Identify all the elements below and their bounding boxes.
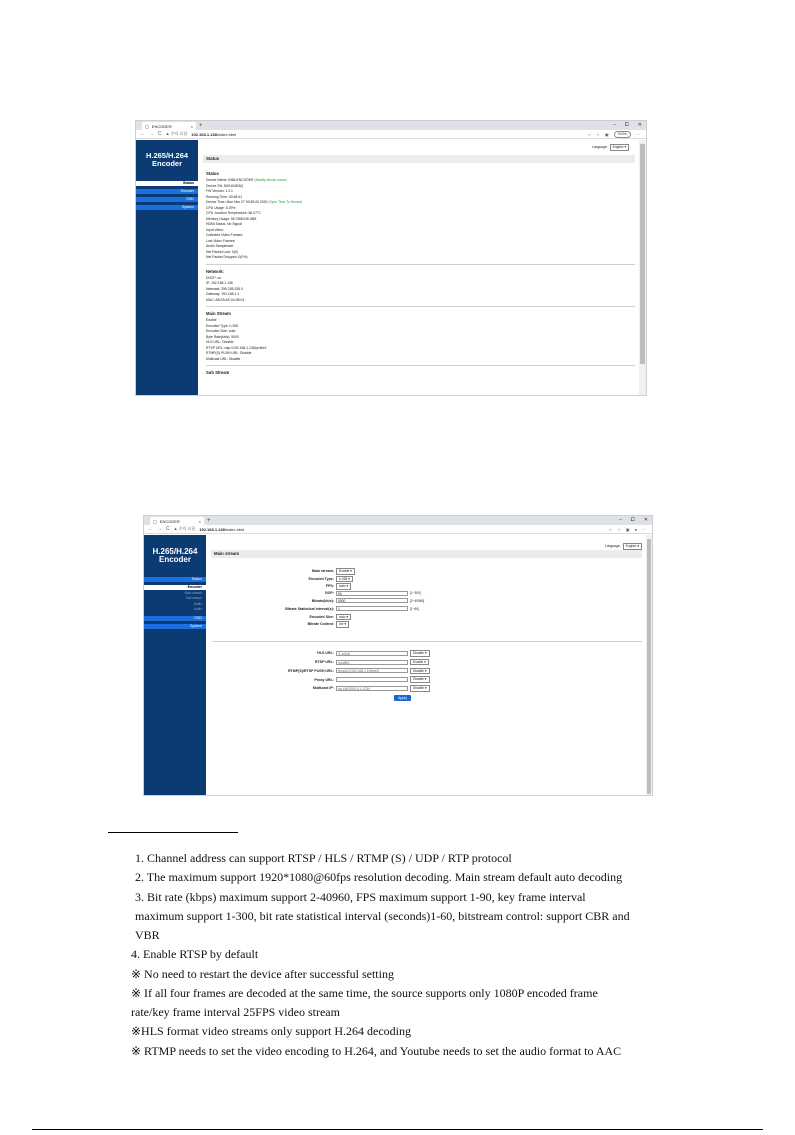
url-state-select[interactable]: Disable ▾ <box>410 685 430 692</box>
form-label: Encoded Type: <box>308 576 334 581</box>
browser-actions <box>609 525 646 534</box>
url-row <box>226 659 429 666</box>
form-hint: [1~300] <box>410 591 421 596</box>
url-input[interactable] <box>336 677 408 682</box>
browser-tab[interactable] <box>142 122 196 130</box>
app-body <box>144 535 652 795</box>
form-row <box>226 568 355 575</box>
status-text: RTMP(S) PUSH URL: Disable <box>206 351 252 355</box>
form-divider <box>212 641 642 642</box>
collections-icon[interactable]: ▣ <box>604 132 609 137</box>
status-text: Encoded Type: h.265 <box>206 323 238 328</box>
page-icon: ▢ <box>145 123 149 129</box>
status-text: Byte Rate(kb/s): 9000 <box>206 334 239 339</box>
status-text: CPU Usage: 5.29% <box>206 205 236 210</box>
page-icon: ▢ <box>153 518 157 524</box>
new-tab-icon[interactable]: + <box>199 122 203 129</box>
status-sections <box>206 167 635 377</box>
browser-tab-bar <box>136 121 646 130</box>
url-label: RTMP(S)/RTSP PUSH URL: <box>287 668 334 673</box>
brand-line2: Encoder <box>158 555 191 565</box>
form-input[interactable]: 60 <box>336 591 408 596</box>
status-text: Collected Video Frames: <box>206 233 244 237</box>
language-selector <box>605 543 642 550</box>
back-icon[interactable]: ← <box>148 526 153 532</box>
note-line: ※ No need to restart the device after successful setting <box>131 967 394 981</box>
status-text: DHCP: on <box>206 275 222 280</box>
form-label: Bitrate Control: <box>307 622 334 627</box>
address-bar <box>136 130 646 139</box>
note-line: 1. Channel address can support RTSP / HLS / RTMP (S) / UDP / RTP protocol <box>135 851 512 865</box>
favorites-icon[interactable]: ☆ <box>596 132 600 137</box>
url-row <box>226 650 430 657</box>
url-host: 192.168.1.138 <box>199 526 225 532</box>
section-divider <box>206 365 635 366</box>
note-line: rate/key frame interval 25FPS video stream <box>131 1005 340 1019</box>
form-hint: [2~40960] <box>410 598 425 603</box>
status-section <box>206 171 635 261</box>
sidebar-item-sub-stream[interactable]: Sub stream <box>185 596 202 601</box>
sidebar-item-audio[interactable]: Audio <box>193 607 202 612</box>
status-text: Net Packet Dropped: 0(0%) <box>206 255 248 259</box>
url-row <box>226 676 430 683</box>
brand-line2: Encoder <box>151 158 182 168</box>
maximize-icon[interactable]: ⧠ <box>624 122 629 128</box>
form-label: Bitrate(kb/s): <box>311 598 334 603</box>
minimize-icon[interactable]: – <box>613 122 616 128</box>
brand-line1: H.265/H.264 <box>152 547 198 556</box>
url-label: HLS URL: <box>317 651 334 656</box>
form-label: Bitrate Statistical Interval(s): <box>285 606 334 611</box>
sidebar-item-encoder[interactable]: Encoder <box>144 585 206 590</box>
url-field[interactable] <box>199 527 244 532</box>
security-warning[interactable]: ▲ 주의 요함 <box>165 131 188 136</box>
scrollbar[interactable] <box>646 535 652 795</box>
section-title: Main Stream <box>206 311 231 316</box>
close-tab-icon[interactable]: × <box>198 518 201 524</box>
section-title: Network: <box>206 268 224 274</box>
status-text: Encoded Size: auto <box>206 329 236 333</box>
status-text: Device SN: 8G01K6E6Q <box>206 183 244 188</box>
scrollbar-thumb[interactable] <box>640 144 645 364</box>
new-tab-icon[interactable]: + <box>207 517 211 524</box>
close-tab-icon[interactable]: × <box>190 123 193 129</box>
note-line: ※ If all four frames are decoded at the same time, the source supports only 1080P encoded frame <box>131 986 598 1000</box>
note-line: 4. Enable RTSP by default <box>131 947 259 961</box>
collections-icon[interactable]: ▣ <box>625 527 630 532</box>
url-state-select[interactable]: Disable ▾ <box>410 650 430 657</box>
status-text: IP: 192.168.1.138 <box>206 281 233 285</box>
url-host: 192.168.1.138 <box>191 131 217 137</box>
address-bar <box>144 525 652 534</box>
form-input[interactable]: 9000 <box>336 598 408 603</box>
form-label: Encoded Size: <box>309 614 334 619</box>
main-stream-screenshot <box>143 515 653 796</box>
tab-title: ENCODER <box>159 518 180 524</box>
note-line: VBR <box>135 928 160 942</box>
note-line: 2. The maximum support 1920*1080@60fps resolution decoding. Main stream default auto decoding <box>135 870 623 884</box>
apply-button[interactable]: Apply <box>394 695 411 701</box>
page-bottom-rule <box>32 1129 763 1130</box>
section-divider <box>206 264 635 265</box>
menu-icon[interactable]: ··· <box>636 132 640 137</box>
status-text: Gateway: 192.168.1.1 <box>206 292 240 296</box>
language-select[interactable]: English ▾ <box>623 543 642 550</box>
app-body <box>136 140 646 395</box>
url-field[interactable] <box>191 132 236 137</box>
status-text: Running Time: 00:48:41 <box>206 194 243 199</box>
form-label: FPS: <box>325 584 334 589</box>
note-line: ※HLS format video streams only support H.264 decoding <box>131 1024 412 1038</box>
language-label: Language: <box>605 544 621 549</box>
note-line: ※ RTMP needs to set the video encoding to H.264, and Youtube needs to set the audio format to AAC <box>131 1044 622 1058</box>
status-text: Netmask: 255.255.255.0 <box>206 286 243 291</box>
profile-badge[interactable]: HMI⊕ <box>614 131 631 138</box>
status-section <box>206 311 635 362</box>
url-state-select[interactable]: Disable ▾ <box>410 668 430 675</box>
window-close-icon[interactable]: ✕ <box>637 122 642 128</box>
window-controls <box>619 516 648 525</box>
status-text: FW Version: 1.2.1 <box>206 189 233 193</box>
forward-icon[interactable]: → <box>157 526 162 532</box>
form-row <box>226 606 419 611</box>
status-text: RTSP URL: rtsp://192.168.1.138/profile1 <box>206 345 267 350</box>
form-row <box>226 583 351 590</box>
sidebar-item-main-stream[interactable]: Main stream <box>184 590 202 595</box>
browser-tab[interactable] <box>150 517 204 525</box>
status-text: Device Time: Mon Nov 27 09:55:26 2020 <box>206 200 269 204</box>
profile-icon[interactable]: ● <box>634 527 637 532</box>
status-text: Memory Usage: 56.75M/248.38M <box>206 216 257 221</box>
back-icon[interactable]: ← <box>140 131 145 137</box>
url-input[interactable]: /profile1 <box>336 660 408 665</box>
window-controls <box>613 121 642 130</box>
form-row <box>226 576 353 583</box>
brand-logo <box>136 152 198 168</box>
reload-icon[interactable]: C <box>166 526 170 532</box>
tab-title: ENCODER <box>151 123 172 129</box>
status-text: Input Video: <box>206 227 225 232</box>
status-line <box>206 255 635 261</box>
url-path: /index.html <box>216 131 237 137</box>
form-input[interactable]: 1 <box>336 606 408 611</box>
url-row <box>226 685 430 692</box>
url-input[interactable]: /1.m3u8 <box>336 651 408 656</box>
language-select[interactable]: English ▾ <box>610 144 629 151</box>
url-state-select[interactable]: Disable ▾ <box>410 676 430 683</box>
form-row <box>226 598 424 603</box>
scrollbar[interactable] <box>639 140 646 395</box>
form-label: Main stream: <box>311 569 334 574</box>
status-text: Enable <box>206 318 217 322</box>
browser-tab-bar <box>144 516 652 525</box>
status-link[interactable]: (Modify device name) <box>254 178 287 182</box>
status-text: HLS URL: Disable <box>206 340 234 344</box>
forward-icon[interactable]: → <box>149 131 154 137</box>
form-row <box>226 614 351 621</box>
status-link[interactable]: (Sync Time To Device) <box>268 200 303 204</box>
sidebar-item-audio[interactable]: Audio <box>193 601 202 606</box>
sidebar-menu <box>144 577 206 629</box>
sidebar-item-encoder[interactable]: Encoder <box>136 189 198 194</box>
language-label: Language: <box>592 145 608 150</box>
status-text: HDMI Status: No Signal <box>206 222 242 226</box>
url-input[interactable]: rtmp(s)://192.168.1.10/live/0 <box>336 668 408 673</box>
sidebar-menu <box>136 181 198 210</box>
sidebar-item-status[interactable]: Status <box>136 181 198 186</box>
language-selector <box>592 144 629 151</box>
form-row <box>226 621 349 628</box>
reload-icon[interactable]: C <box>158 131 162 137</box>
form-select[interactable]: cbr ▾ <box>336 621 349 628</box>
scrollbar-thumb[interactable] <box>647 539 651 794</box>
status-section <box>206 370 635 375</box>
url-label: Multicast IP: <box>312 686 334 691</box>
note-line: 3. Bit rate (kbps) maximum support 2-40960, FPS maximum support 1-90, key frame interval <box>135 890 586 904</box>
window-close-icon[interactable]: ✕ <box>643 517 648 523</box>
url-input[interactable]: rtp://@239.0.0.1:1234 <box>336 686 408 691</box>
panel-title: Main stream <box>211 550 642 558</box>
form-hint: [1~60] <box>410 606 419 611</box>
status-line <box>206 357 635 363</box>
status-text: Audio Samplerate: <box>206 244 234 248</box>
form-label: GOP: <box>324 591 334 596</box>
sidebar <box>144 535 206 795</box>
url-label: Proxy URL: <box>314 677 334 682</box>
sidebar-item-system[interactable]: System <box>144 624 206 629</box>
panel-title: Status <box>203 155 635 163</box>
url-state-select[interactable]: Enable ▾ <box>410 659 429 666</box>
sidebar-item-status[interactable]: Status <box>144 577 206 582</box>
main-content <box>198 140 639 395</box>
sidebar-item-osd[interactable]: OSD <box>144 616 206 621</box>
minimize-icon[interactable]: – <box>619 517 622 523</box>
notes-separator <box>108 832 238 833</box>
section-divider <box>206 306 635 307</box>
sidebar-item-system[interactable]: System <box>136 205 198 210</box>
form-select[interactable]: auto ▾ <box>336 583 351 590</box>
status-text: Multicast URL: Disable <box>206 356 241 361</box>
form-row <box>226 591 421 596</box>
browser-actions <box>588 130 640 139</box>
status-line <box>206 298 635 304</box>
status-text: CPU Junction Temperature: 56.07°C <box>206 211 261 215</box>
sidebar <box>136 140 198 395</box>
form-select[interactable]: auto ▾ <box>336 614 351 621</box>
form-select[interactable]: Enable ▾ <box>336 568 355 575</box>
status-screenshot <box>135 120 647 396</box>
url-path: /index.html <box>224 526 245 532</box>
status-text: Device Name: IN66-ENCODER <box>206 178 255 182</box>
menu-icon[interactable]: ··· <box>642 527 646 532</box>
form-select[interactable]: h.265 ▾ <box>336 576 353 583</box>
status-text: MAC: A8:E8:AE:04:3B:01 <box>206 297 245 302</box>
section-title: Status <box>206 171 219 176</box>
status-text: Net Packet Lost: 0(0) <box>206 249 238 254</box>
favorites-icon[interactable]: ☆ <box>617 527 621 532</box>
status-text: Lost Video Frames: <box>206 238 236 243</box>
star-icon[interactable]: ☆ <box>608 527 613 532</box>
maximize-icon[interactable]: ⧠ <box>630 517 635 523</box>
main-content <box>206 535 646 795</box>
section-title: Sub Stream <box>206 370 230 375</box>
security-warning[interactable]: ▲ 주의 요함 <box>173 526 196 531</box>
note-line: maximum support 1-300, bit rate statistical interval (seconds)1-60, bitstream control: support CBR and <box>135 909 630 923</box>
url-label: RTSP URL: <box>314 660 334 665</box>
brand-line1: H.265/H.264 <box>145 151 189 160</box>
status-section <box>206 269 635 304</box>
brand-logo <box>144 548 206 565</box>
sidebar-item-osd[interactable]: OSD <box>136 197 198 202</box>
star-icon[interactable]: ☆ <box>587 132 592 137</box>
url-row <box>226 668 430 675</box>
